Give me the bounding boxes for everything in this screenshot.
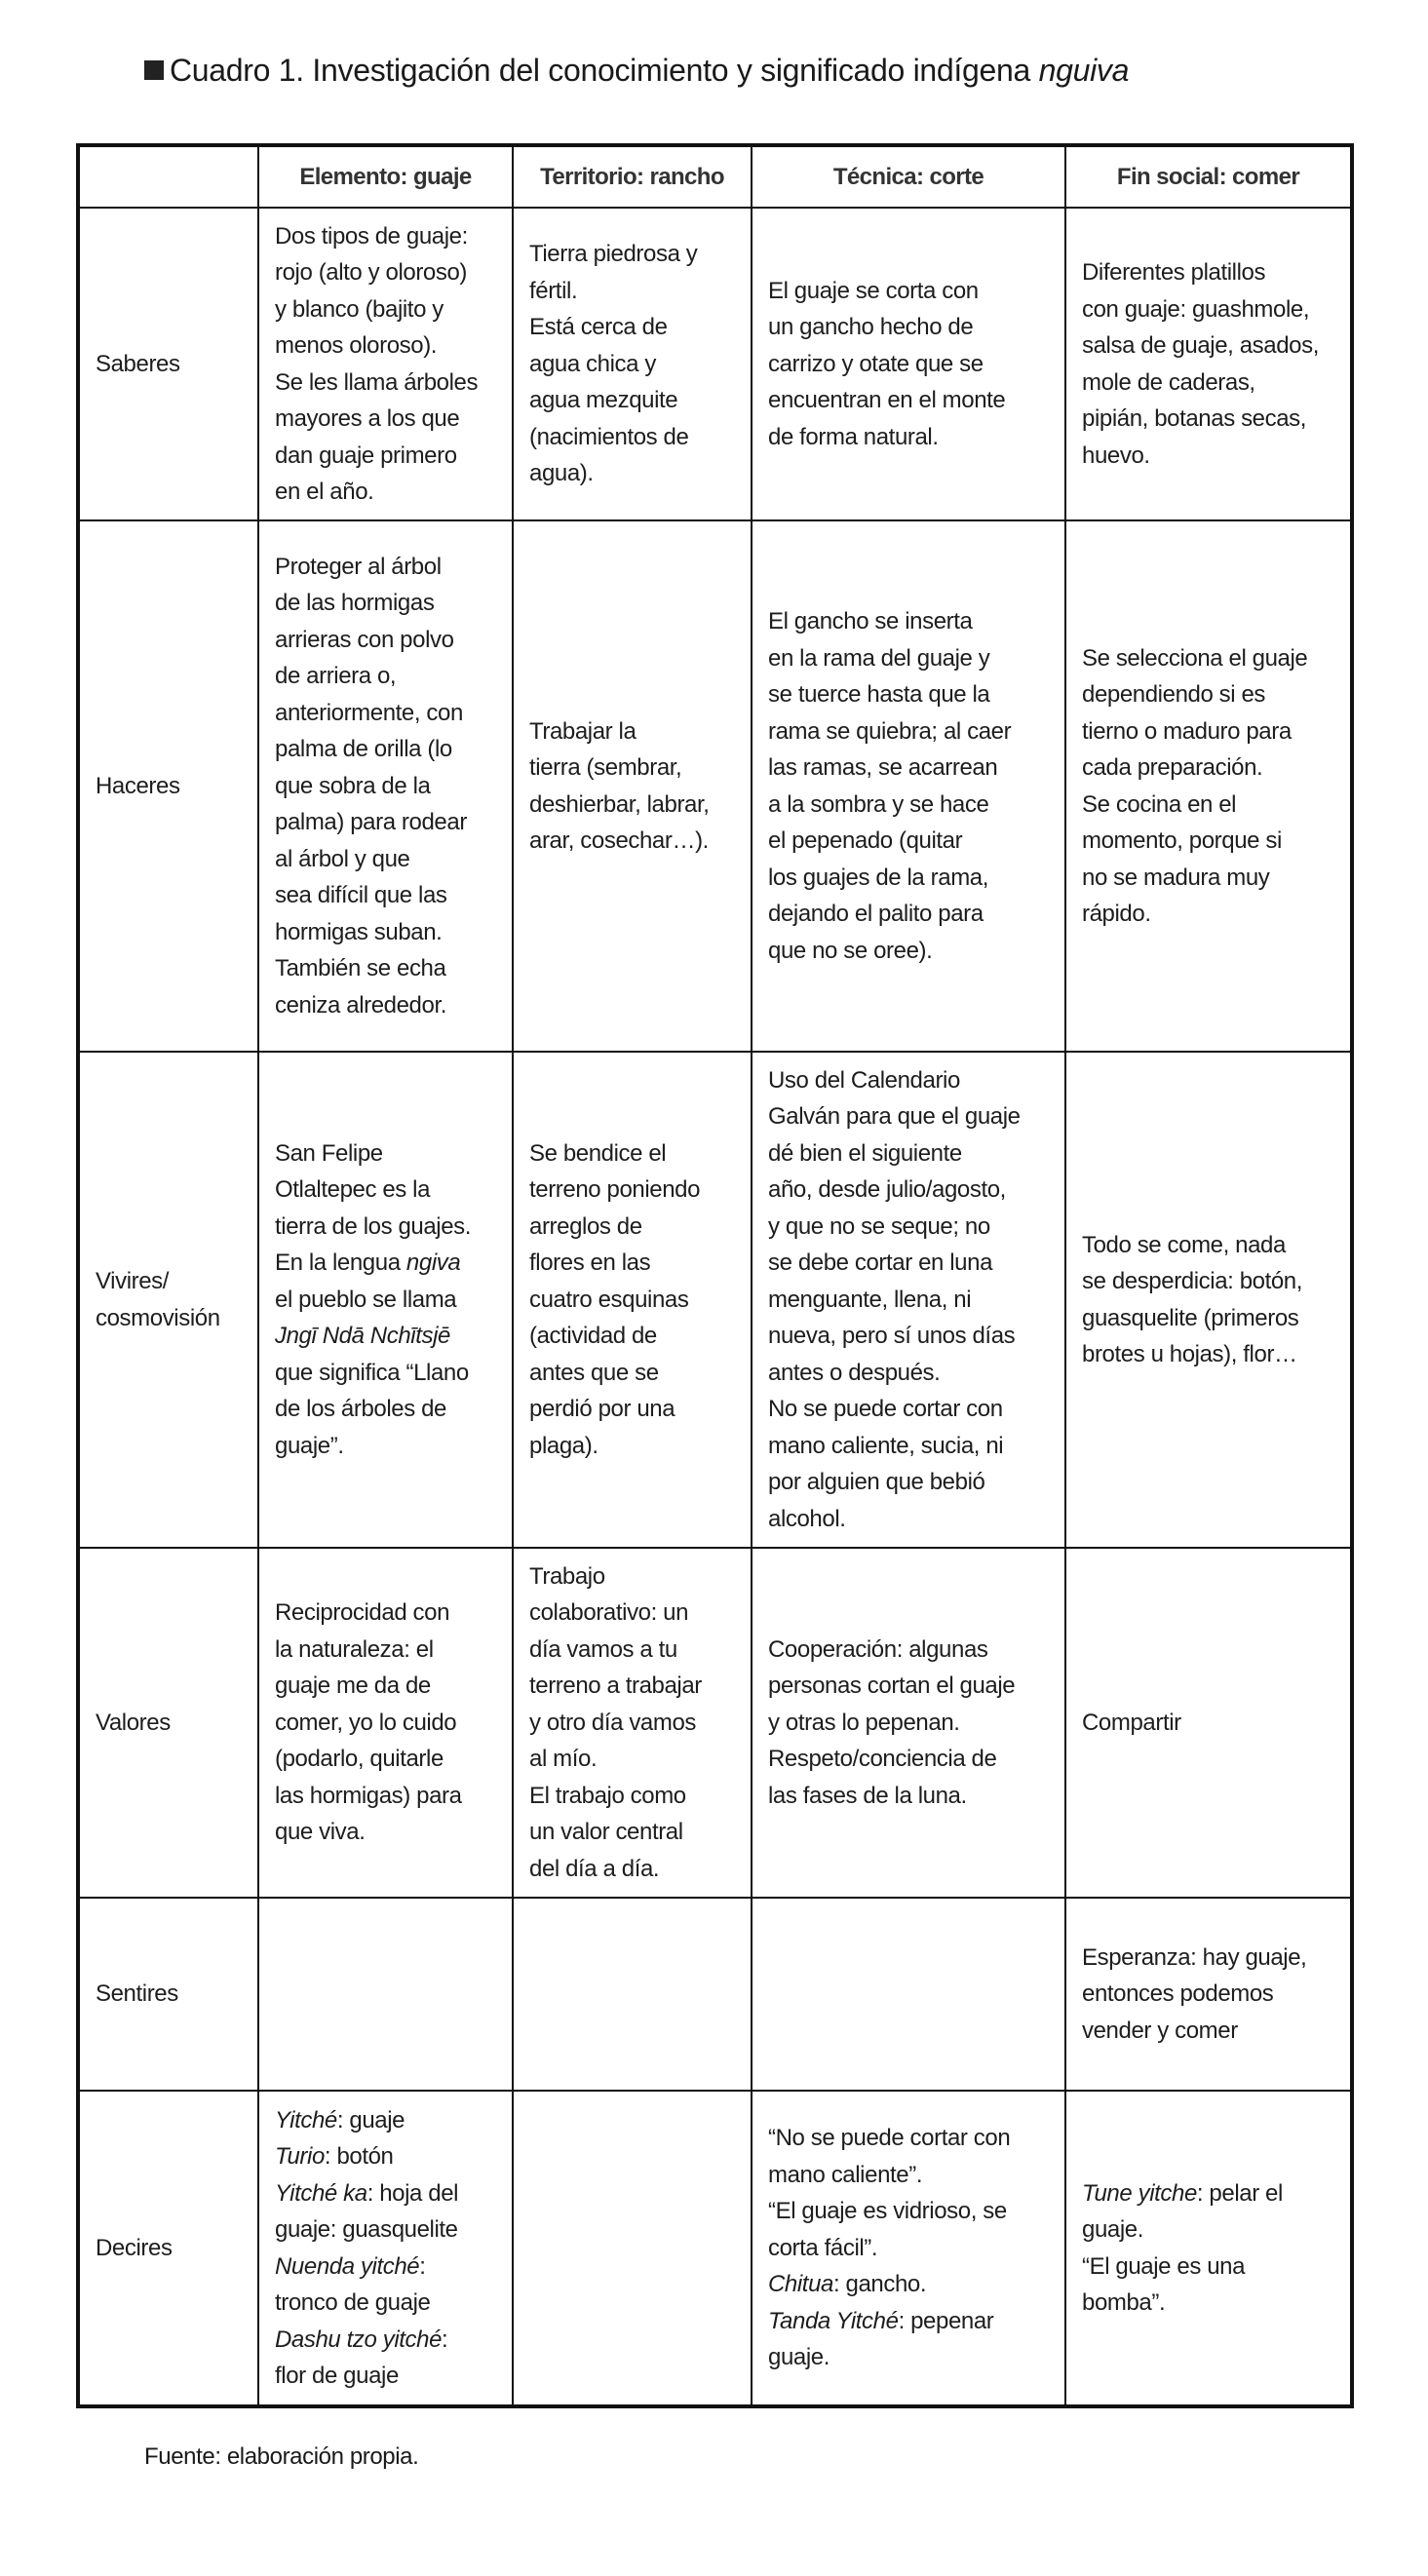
- table-cell: [258, 2091, 513, 2406]
- cell-line: por alguien que bebió: [768, 1469, 985, 1496]
- cell-line: guaje.: [1082, 2216, 1143, 2243]
- cell-line: Reciprocidad con: [275, 1599, 450, 1627]
- cell-line: guaje”.: [275, 1432, 344, 1459]
- table-cell: [258, 1548, 513, 1898]
- cell-line: Dashu tzo yitché:: [275, 2326, 448, 2353]
- indigenous-term: Dashu tzo yitché: [275, 2326, 443, 2353]
- row-label: [78, 2091, 258, 2406]
- table-cell: [258, 1052, 513, 1548]
- cell-line: Decires: [96, 2234, 173, 2261]
- cell-line: de arriera o,: [275, 663, 397, 690]
- cell-line: terreno a trabajar: [529, 1672, 702, 1700]
- cell-line: Todo se come, nada: [1082, 1231, 1286, 1258]
- cell-line: Chitua: gancho.: [768, 2271, 927, 2298]
- cell-line: San Felipe: [275, 1139, 383, 1167]
- cell-line: con guaje: guashmole,: [1082, 295, 1310, 323]
- cell-line: al mío.: [529, 1746, 598, 1773]
- table-cell: [1065, 520, 1352, 1052]
- table-cell: [258, 1898, 513, 2091]
- cell-line: que viva.: [275, 1819, 366, 1846]
- cell-line: agua mezquite: [529, 387, 678, 414]
- cell-line: de forma natural.: [768, 423, 939, 450]
- table-cell: [752, 1548, 1065, 1898]
- indigenous-term: Tune yitche: [1082, 2179, 1197, 2207]
- indigenous-term: Yitché ka: [275, 2179, 367, 2207]
- cell-line: un valor central: [529, 1819, 683, 1846]
- cell-line: dejando el palito para: [768, 901, 984, 927]
- table-row: [78, 1898, 1352, 2091]
- square-bullet-icon: [144, 60, 164, 80]
- cell-line: cuatro esquinas: [529, 1286, 689, 1313]
- cell-line: anteriormente, con: [275, 699, 463, 726]
- table-cell: [513, 1548, 752, 1898]
- cell-line: Está cerca de: [529, 314, 668, 341]
- cell-line: vender y comer: [1082, 2017, 1238, 2044]
- table-cell: [513, 1898, 752, 2091]
- cell-line: terreno poniendo: [529, 1176, 701, 1204]
- cell-line: Yitché ka: hoja del: [275, 2179, 459, 2207]
- cell-line: Valores: [96, 1709, 171, 1736]
- cell-line: deshierbar, labrar,: [529, 790, 710, 818]
- cell-line: guaje.: [768, 2344, 830, 2371]
- cell-line: corta fácil”.: [768, 2234, 878, 2261]
- table-header-row: [78, 145, 1352, 208]
- cell-line: rápido.: [1082, 901, 1151, 927]
- cell-line: Nuenda yitché:: [275, 2252, 426, 2280]
- knowledge-table: [76, 143, 1354, 2408]
- table-cell: [258, 520, 513, 1052]
- cell-line: arrieras con polvo: [275, 626, 454, 653]
- cell-line: en la rama del guaje y: [768, 644, 990, 672]
- cell-line: mole de caderas,: [1082, 368, 1255, 396]
- table-row: [78, 1548, 1352, 1898]
- cell-line: Trabajo: [529, 1562, 605, 1590]
- cell-line: tierra de los guajes.: [275, 1212, 472, 1240]
- cell-line: carrizo y otate que se: [768, 350, 984, 377]
- header-corner-cell: [78, 145, 258, 208]
- cell-line: tierra (sembrar,: [529, 754, 682, 781]
- cell-line: (nacimientos de: [529, 423, 689, 450]
- table-cell: [1065, 1898, 1352, 2091]
- cell-line: año, desde julio/agosto,: [768, 1176, 1006, 1204]
- cell-line: antes o después.: [768, 1359, 941, 1386]
- cell-line: Turio: botón: [275, 2143, 394, 2170]
- cell-line: comer, yo lo cuido: [275, 1709, 457, 1736]
- indigenous-term: Nuenda yitché: [275, 2252, 420, 2280]
- cell-line: No se puede cortar con: [768, 1396, 1003, 1423]
- row-label: [78, 1548, 258, 1898]
- cell-line: rama se quiebra; al caer: [768, 717, 1012, 745]
- cell-line: los guajes de la rama,: [768, 864, 988, 891]
- row-label: [78, 1898, 258, 2091]
- cell-line: bomba”.: [1082, 2289, 1166, 2316]
- cell-line: Galván para que el guaje: [768, 1103, 1021, 1131]
- cell-line: plaga).: [529, 1432, 598, 1459]
- cell-line: de las hormigas: [275, 590, 435, 617]
- cell-line: [275, 1318, 496, 1355]
- cell-line: flor de guaje: [275, 2363, 399, 2389]
- table-cell: [1065, 1052, 1352, 1548]
- cell-line: alcohol.: [768, 1505, 846, 1532]
- caption-text: Cuadro 1. Investigación del conocimiento y significado indígena: [170, 53, 1039, 88]
- cell-line: el pepenado (quitar: [768, 827, 963, 854]
- cell-line: En la lengua ngiva: [275, 1250, 461, 1277]
- column-header: Territorio: rancho: [513, 145, 752, 208]
- cell-line: El trabajo como: [529, 1782, 686, 1809]
- cell-line: cada preparación.: [1082, 754, 1263, 781]
- indigenous-term: Chitua: [768, 2271, 833, 2298]
- cell-line: El guaje se corta con: [768, 277, 979, 304]
- cell-line: Yitché: guaje: [275, 2106, 405, 2134]
- cell-line: (actividad de: [529, 1323, 657, 1350]
- cell-line: Tanda Yitché: pepenar: [768, 2307, 994, 2334]
- cell-line: y otras lo pepenan.: [768, 1709, 960, 1736]
- cell-line: a la sombra y se hace: [768, 790, 989, 818]
- cell-line: mano caliente”.: [768, 2161, 923, 2188]
- cell-line: las hormigas) para: [275, 1782, 462, 1809]
- cell-line: Se selecciona el guaje: [1082, 644, 1308, 672]
- cell-line: guaje me da de: [275, 1672, 431, 1700]
- cell-line: Uso del Calendario: [768, 1066, 960, 1094]
- table-cell: [752, 208, 1065, 520]
- cell-line: Saberes: [96, 350, 180, 377]
- cell-line: se debe cortar en luna: [768, 1250, 993, 1277]
- table-row: [78, 1052, 1352, 1548]
- cell-line: Respeto/conciencia de: [768, 1746, 997, 1773]
- cell-line: día vamos a tu: [529, 1635, 677, 1663]
- cell-line: flores en las: [529, 1250, 651, 1277]
- cell-line: momento, porque si: [1082, 827, 1282, 854]
- cell-line: Vivires/: [96, 1268, 170, 1294]
- cell-line: al árbol y que: [275, 845, 410, 872]
- cell-line: se desperdicia: botón,: [1082, 1268, 1303, 1294]
- table-caption: [144, 49, 1129, 92]
- cell-line: Esperanza: hay guaje,: [1082, 1943, 1307, 1971]
- cell-line: el pueblo se llama: [275, 1286, 457, 1313]
- row-label: [78, 208, 258, 520]
- table-cell: [258, 208, 513, 520]
- cell-line: guaje: guasquelite: [275, 2216, 458, 2243]
- table-cell: [752, 520, 1065, 1052]
- cell-line: las ramas, se acarrean: [768, 754, 998, 781]
- cell-line: que sobra de la: [275, 772, 431, 799]
- cell-line: arar, cosechar…).: [529, 827, 709, 854]
- source-note: Fuente: elaboración propia.: [144, 2443, 419, 2470]
- column-header: Técnica: corte: [752, 145, 1065, 208]
- cell-line: palma) para rodear: [275, 809, 467, 836]
- table-cell: [752, 1052, 1065, 1548]
- cell-line: personas cortan el guaje: [768, 1672, 1016, 1700]
- cell-line: Tierra piedrosa y: [529, 241, 698, 268]
- cell-line: antes que se: [529, 1359, 659, 1386]
- cell-line: menos oloroso).: [275, 332, 438, 359]
- cell-line: ceniza alrededor.: [275, 991, 446, 1019]
- indigenous-term: Turio: [275, 2143, 325, 2170]
- cell-line: en el año.: [275, 479, 374, 505]
- cell-line: “El guaje es una: [1082, 2252, 1246, 2280]
- indigenous-term: ngiva: [405, 1250, 461, 1277]
- cell-line: encuentran en el monte: [768, 387, 1006, 414]
- caption-italic-term: nguiva: [1038, 53, 1130, 88]
- cell-line: tronco de guaje: [275, 2289, 431, 2316]
- cell-line: nueva, pero sí unos días: [768, 1323, 1016, 1350]
- cell-line: dependiendo si es: [1082, 681, 1266, 708]
- table-cell: [752, 2091, 1065, 2406]
- cell-line: y que no se seque; no: [768, 1212, 990, 1240]
- cell-line: Proteger al árbol: [275, 553, 442, 580]
- cell-line: brotes u hojas), flor…: [1082, 1341, 1297, 1367]
- cell-line: Dos tipos de guaje:: [275, 222, 468, 250]
- cell-line: mano caliente, sucia, ni: [768, 1432, 1004, 1459]
- cell-line: agua).: [529, 460, 594, 487]
- cell-line: Sentires: [96, 1980, 178, 2008]
- cell-line: fértil.: [529, 277, 578, 304]
- cell-line: salsa de guaje, asados,: [1082, 332, 1319, 359]
- cell-line: pipián, botanas secas,: [1082, 405, 1307, 432]
- row-label: [78, 520, 258, 1052]
- cell-line: Haceres: [96, 772, 180, 799]
- table-cell: [1065, 2091, 1352, 2406]
- cell-line: Se bendice el: [529, 1139, 667, 1167]
- cell-line: y otro día vamos: [529, 1709, 697, 1736]
- column-header: Fin social: comer: [1065, 145, 1352, 208]
- cell-line: un gancho hecho de: [768, 314, 974, 341]
- indigenous-term: Yitché: [275, 2106, 337, 2134]
- cell-line: se tuerce hasta que la: [768, 681, 990, 708]
- cell-line: También se echa: [275, 955, 446, 982]
- cell-line: que no se oree).: [768, 937, 933, 964]
- indigenous-term: Tanda Yitché: [768, 2307, 899, 2334]
- cell-line: arreglos de: [529, 1212, 642, 1240]
- row-label: [78, 1052, 258, 1548]
- cell-line: mayores a los que: [275, 405, 460, 432]
- table-row: [78, 2091, 1352, 2406]
- cell-line: guasquelite (primeros: [1082, 1304, 1299, 1331]
- cell-line: Se cocina en el: [1082, 790, 1237, 818]
- cell-line: Diferentes platillos: [1082, 259, 1266, 286]
- cell-line: Compartir: [1082, 1709, 1181, 1736]
- cell-line: huevo.: [1082, 442, 1150, 469]
- cell-line: Otlaltepec es la: [275, 1176, 431, 1204]
- table-cell: [513, 208, 752, 520]
- cell-line: las fases de la luna.: [768, 1782, 967, 1809]
- cell-line: rojo (alto y oloroso): [275, 259, 468, 286]
- cell-line: del día a día.: [529, 1855, 660, 1882]
- cell-line: sea difícil que las: [275, 882, 447, 909]
- cell-line: Cooperación: algunas: [768, 1635, 988, 1663]
- table-row: [78, 520, 1352, 1052]
- cell-line: agua chica y: [529, 350, 656, 377]
- cell-line: “No se puede cortar con: [768, 2125, 1011, 2152]
- cell-line: dan guaje primero: [275, 442, 457, 469]
- indigenous-term: Jngī Ndā Nchītsjē: [275, 1323, 450, 1350]
- cell-line: Tune yitche: pelar el: [1082, 2179, 1283, 2207]
- cell-line: entonces podemos: [1082, 1980, 1274, 2008]
- cell-line: Trabajar la: [529, 717, 637, 745]
- cell-line: de los árboles de: [275, 1396, 446, 1423]
- cell-line: la naturaleza: el: [275, 1635, 434, 1663]
- cell-line: y blanco (bajito y: [275, 295, 444, 323]
- cell-line: “El guaje es vidrioso, se: [768, 2198, 1007, 2225]
- table-cell: [752, 1898, 1065, 2091]
- table-cell: [1065, 208, 1352, 520]
- cell-line: El gancho se inserta: [768, 608, 973, 634]
- cell-line: Se les llama árboles: [275, 368, 479, 396]
- table-row: [78, 208, 1352, 520]
- table-cell: [513, 520, 752, 1052]
- cell-line: cosmovisión: [96, 1304, 220, 1331]
- cell-line: (podarlo, quitarle: [275, 1746, 444, 1773]
- table-cell: [1065, 1548, 1352, 1898]
- cell-line: no se madura muy: [1082, 864, 1270, 891]
- cell-line: dé bien el siguiente: [768, 1139, 962, 1167]
- cell-line: colaborativo: un: [529, 1599, 689, 1627]
- cell-line: hormigas suban.: [275, 918, 443, 945]
- cell-line: que significa “Llano: [275, 1359, 469, 1386]
- cell-line: palma de orilla (lo: [275, 736, 452, 763]
- cell-line: menguante, llena, ni: [768, 1286, 972, 1313]
- table-cell: [513, 1052, 752, 1548]
- table-cell: [513, 2091, 752, 2406]
- cell-line: tierno o maduro para: [1082, 717, 1292, 745]
- column-header: Elemento: guaje: [258, 145, 513, 208]
- cell-line: perdió por una: [529, 1396, 675, 1423]
